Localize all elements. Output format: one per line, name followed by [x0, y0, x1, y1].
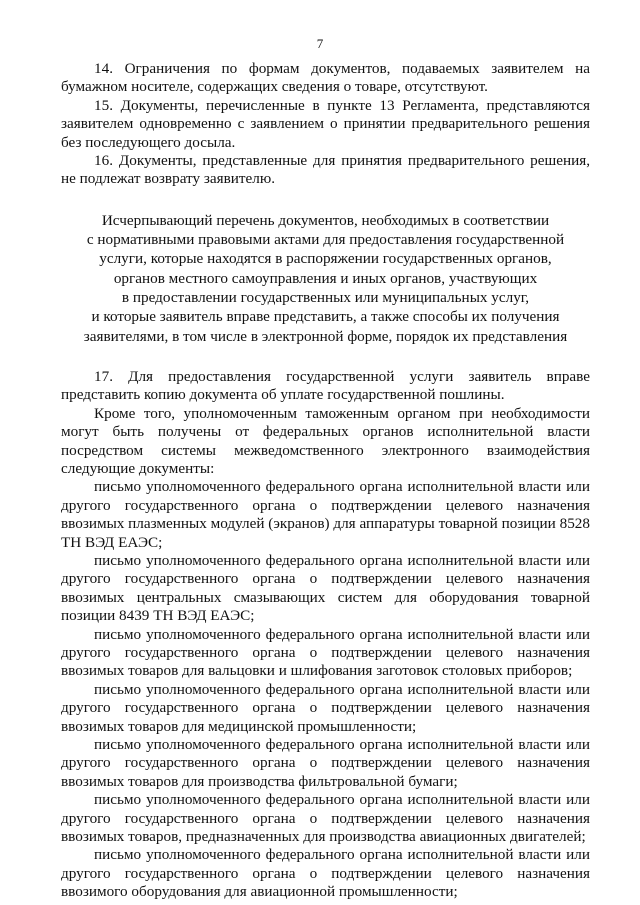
list-item-letter: письмо уполномоченного федерального органа исполнительной власти или другого государственного органа о подтверждении целевого назначения ввозимых плазменных модулей (экранов) для аппаратуры товарной позиции 8528 ТН ВЭД ЕАЭС; — [61, 478, 590, 551]
list-item-letter: письмо уполномоченного федерального органа исполнительной власти или другого государственного органа о подтверждении целевого назначения ввозимых товаров для медицинской промышленности; — [61, 680, 590, 735]
paragraph-17: 17. Для предоставления государственной услуги заявитель вправе представить копию документа об уплате государственной пошлины. — [61, 367, 590, 404]
list-item-letter: письмо уполномоченного федерального органа исполнительной власти или другого государственного органа о подтверждении целевого назначения ввозимого оборудования для авиационной промышленности; — [61, 846, 590, 901]
heading-line: Исчерпывающий перечень документов, необходимых в соответствии — [101, 211, 550, 229]
heading-line: заявителями, в том числе в электронной форме, порядок их представления — [83, 327, 568, 345]
list-item-letter: письмо уполномоченного федерального органа исполнительной власти или другого государственного органа о подтверждении целевого назначения ввозимых товаров, предназначенных для производства авиационных двигателей; — [61, 791, 590, 846]
heading-line: в предоставлении государственных или муниципальных услуг, — [121, 289, 530, 307]
list-item-letter: письмо уполномоченного федерального органа исполнительной власти или другого государственного органа о подтверждении целевого назначения ввозимых товаров для вальцовки и шлифования заготовок столовых приборов; — [61, 625, 590, 680]
list-item-letter: письмо уполномоченного федерального органа исполнительной власти или другого государственного органа о подтверждении целевого назначения ввозимых центральных смазывающих систем для оборудования товарной позиции 8439 ТН ВЭД ЕАЭС; — [61, 551, 590, 625]
section-heading — [61, 211, 590, 346]
paragraph-16: 16. Документы, представленные для принятия предварительного решения, не подлежат возврату заявителю. — [61, 152, 590, 188]
heading-line: с нормативными правовыми актами для предоставления государственной — [86, 231, 565, 249]
document-body — [61, 60, 590, 902]
paragraph-additional-docs: Кроме того, уполномоченным таможенным органом при необходимости могут быть получены от федеральных органов исполнительной власти посредством системы межведомственного электронного взаимодействия следующие документы: — [61, 404, 590, 477]
paragraph-15: 15. Документы, перечисленные в пункте 13 Регламента, представляются заявителем одновременно с заявлением о принятии предварительного решения без последующего досыла. — [61, 96, 590, 151]
heading-line: услуги, которые находятся в распоряжении государственных органов, — [99, 250, 552, 268]
heading-line: и которые заявитель вправе представить, а также способы их получения — [91, 308, 560, 326]
page-number: 7 — [316, 36, 324, 51]
heading-line: органов местного самоуправления и иных органов, участвующих — [113, 269, 538, 287]
paragraph-14: 14. Ограничения по формам документов, подаваемых заявителем на бумажном носителе, содержащих сведения о товаре, отсутствуют. — [61, 60, 590, 96]
list-item-letter: письмо уполномоченного федерального органа исполнительной власти или другого государственного органа о подтверждении целевого назначения ввозимых товаров для производства фильтровальной бумаги; — [61, 736, 590, 790]
